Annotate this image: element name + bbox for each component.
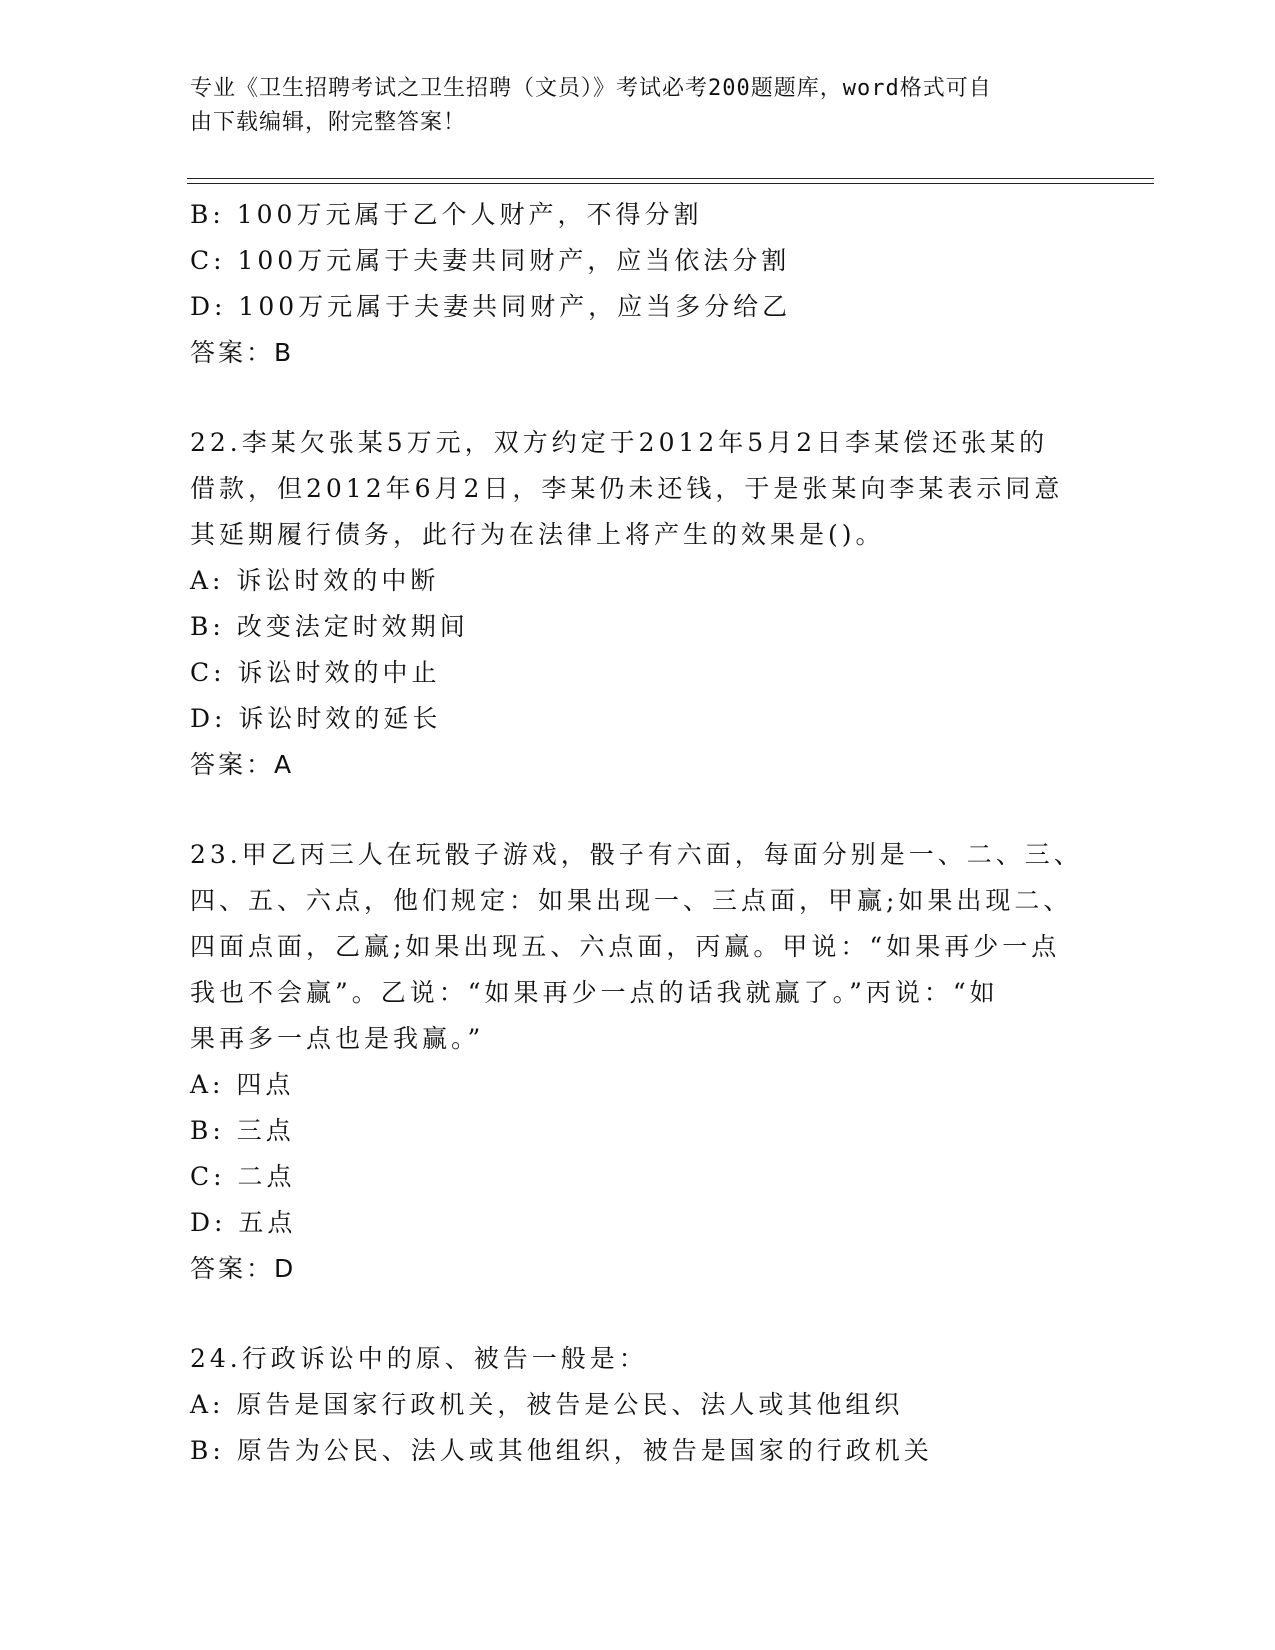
answer-line: 答案：A — [190, 750, 295, 779]
question-23 — [190, 832, 1090, 1292]
option-b: B: 100万元属于乙个人财产，不得分割 — [190, 200, 703, 229]
option-a: A: 诉讼时效的中断 — [190, 566, 440, 595]
option-c: C: 100万元属于夫妻共同财产，应当依法分割 — [190, 246, 791, 275]
header-line-1: 专业《卫生招聘考试之卫生招聘（文员）》考试必考200题题库，word格式可自 — [190, 76, 992, 101]
question-text-line: 其延期履行债务，此行为在法律上将产生的效果是()。 — [190, 520, 885, 549]
header-divider-top — [187, 178, 1154, 179]
answer-line: 答案：D — [190, 1254, 297, 1283]
option-a: A: 四点 — [190, 1070, 295, 1099]
option-d: D: 100万元属于夫妻共同财产，应当多分给乙 — [190, 292, 792, 321]
option-b: B: 三点 — [190, 1116, 295, 1145]
header-divider-bottom — [187, 183, 1154, 184]
option-a: A: 原告是国家行政机关，被告是公民、法人或其他组织 — [190, 1390, 904, 1419]
question-text-line: 我也不会赢”。乙说：“如果再少一点的话我就赢了。”丙说：“如 — [190, 978, 999, 1007]
question-22 — [190, 420, 1090, 788]
option-d: D: 五点 — [190, 1208, 297, 1237]
option-b: B: 原告为公民、法人或其他组织，被告是国家的行政机关 — [190, 1436, 933, 1465]
option-c: C: 二点 — [190, 1162, 296, 1191]
question-text-line: 24.行政诉讼中的原、被告一般是： — [190, 1344, 648, 1373]
question-text-line: 四、五、六点，他们规定：如果出现一、三点面，甲赢;如果出现二、 — [190, 886, 1073, 915]
question-24 — [190, 1336, 1090, 1474]
option-b: B: 改变法定时效期间 — [190, 612, 469, 641]
question-text-line: 果再多一点也是我赢。” — [190, 1024, 485, 1053]
previous-question-tail — [190, 192, 1090, 376]
option-c: C: 诉讼时效的中止 — [190, 658, 441, 687]
option-d: D: 诉讼时效的延长 — [190, 704, 442, 733]
question-text-line: 借款，但2012年6月2日，李某仍未还钱，于是张某向李某表示同意 — [190, 474, 1064, 503]
header-line-2: 由下载编辑，附完整答案！ — [190, 110, 467, 135]
question-text-line: 22.李某欠张某5万元，双方约定于2012年5月2日李某偿还张某的 — [190, 428, 1049, 457]
question-text-line: 四面点面，乙赢;如果出现五、六点面，丙赢。甲说：“如果再少一点 — [190, 932, 1061, 961]
document-header — [190, 72, 1080, 140]
document-body — [190, 192, 1090, 1474]
answer-line: 答案：B — [190, 338, 295, 367]
question-text-line: 23.甲乙丙三人在玩骰子游戏，骰子有六面，每面分别是一、二、三、 — [190, 840, 1083, 869]
